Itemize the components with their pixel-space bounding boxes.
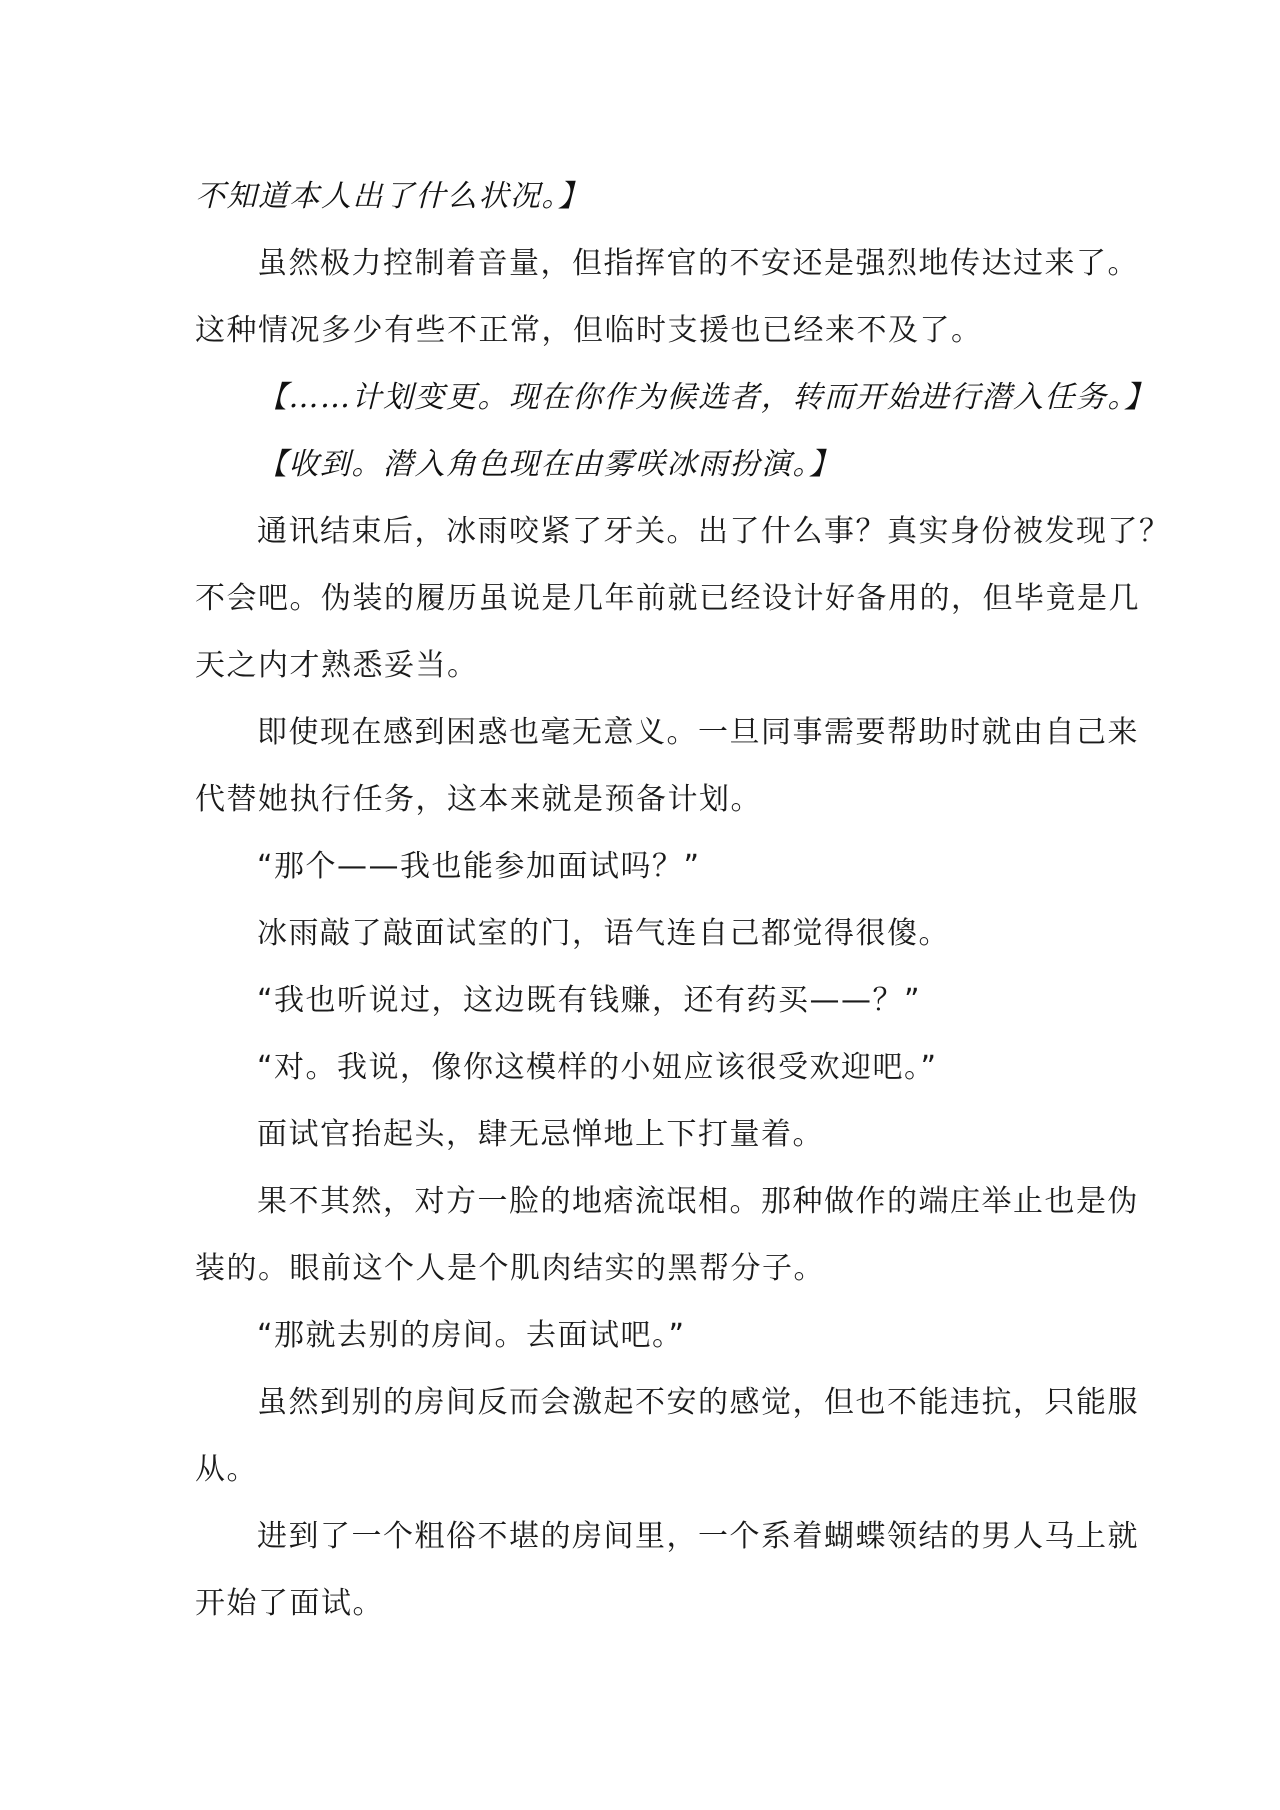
text-line: 这种情况多少有些不正常，但临时支援也已经来不及了。 [195, 313, 983, 348]
text-line: “对。我说，像你这模样的小妞应该很受欢迎吧。” [257, 1050, 938, 1085]
text-line: 天之内才熟悉妥当。 [195, 648, 479, 683]
text-line: 果不其然，对方一脸的地痞流氓相。那种做作的端庄举止也是伪 [257, 1184, 1139, 1219]
text-line: 【……计划变更。现在你作为候选者，转而开始进行潜入任务。】 [257, 380, 1156, 415]
text-line: “那个——我也能参加面试吗？” [257, 849, 701, 884]
text-line: 冰雨敲了敲面试室的门，语气连自己都觉得很傻。 [257, 916, 950, 951]
text-line: 不知道本人出了什么状况。】 [195, 179, 590, 214]
text-line: 【收到。潜入角色现在由雾咲冰雨扮演。】 [257, 447, 841, 482]
text-line: 开始了面试。 [195, 1586, 384, 1621]
text-line: 面试官抬起头，肆无忌惮地上下打量着。 [257, 1117, 824, 1152]
text-block [195, 163, 1171, 1637]
text-line: 虽然到别的房间反而会激起不安的感觉，但也不能违抗，只能服 [257, 1385, 1139, 1420]
text-line: 不会吧。伪装的履历虽说是几年前就已经设计好备用的，但毕竟是几 [195, 581, 1140, 616]
text-line: 代替她执行任务，这本来就是预备计划。 [195, 782, 762, 817]
text-line: 从。 [195, 1452, 258, 1487]
text-line: “我也听说过，这边既有钱赚，还有药买——？” [257, 983, 922, 1018]
text-line: 即使现在感到困惑也毫无意义。一旦同事需要帮助时就由自己来 [257, 715, 1139, 750]
text-line: “那就去别的房间。去面试吧。” [257, 1318, 686, 1353]
text-line: 进到了一个粗俗不堪的房间里，一个系着蝴蝶领结的男人马上就 [257, 1519, 1139, 1554]
text-line: 通讯结束后，冰雨咬紧了牙关。出了什么事？真实身份被发现了？ [257, 514, 1171, 549]
text-line: 虽然极力控制着音量，但指挥官的不安还是强烈地传达过来了。 [257, 246, 1139, 281]
text-line: 装的。眼前这个人是个肌肉结实的黑帮分子。 [195, 1251, 825, 1286]
